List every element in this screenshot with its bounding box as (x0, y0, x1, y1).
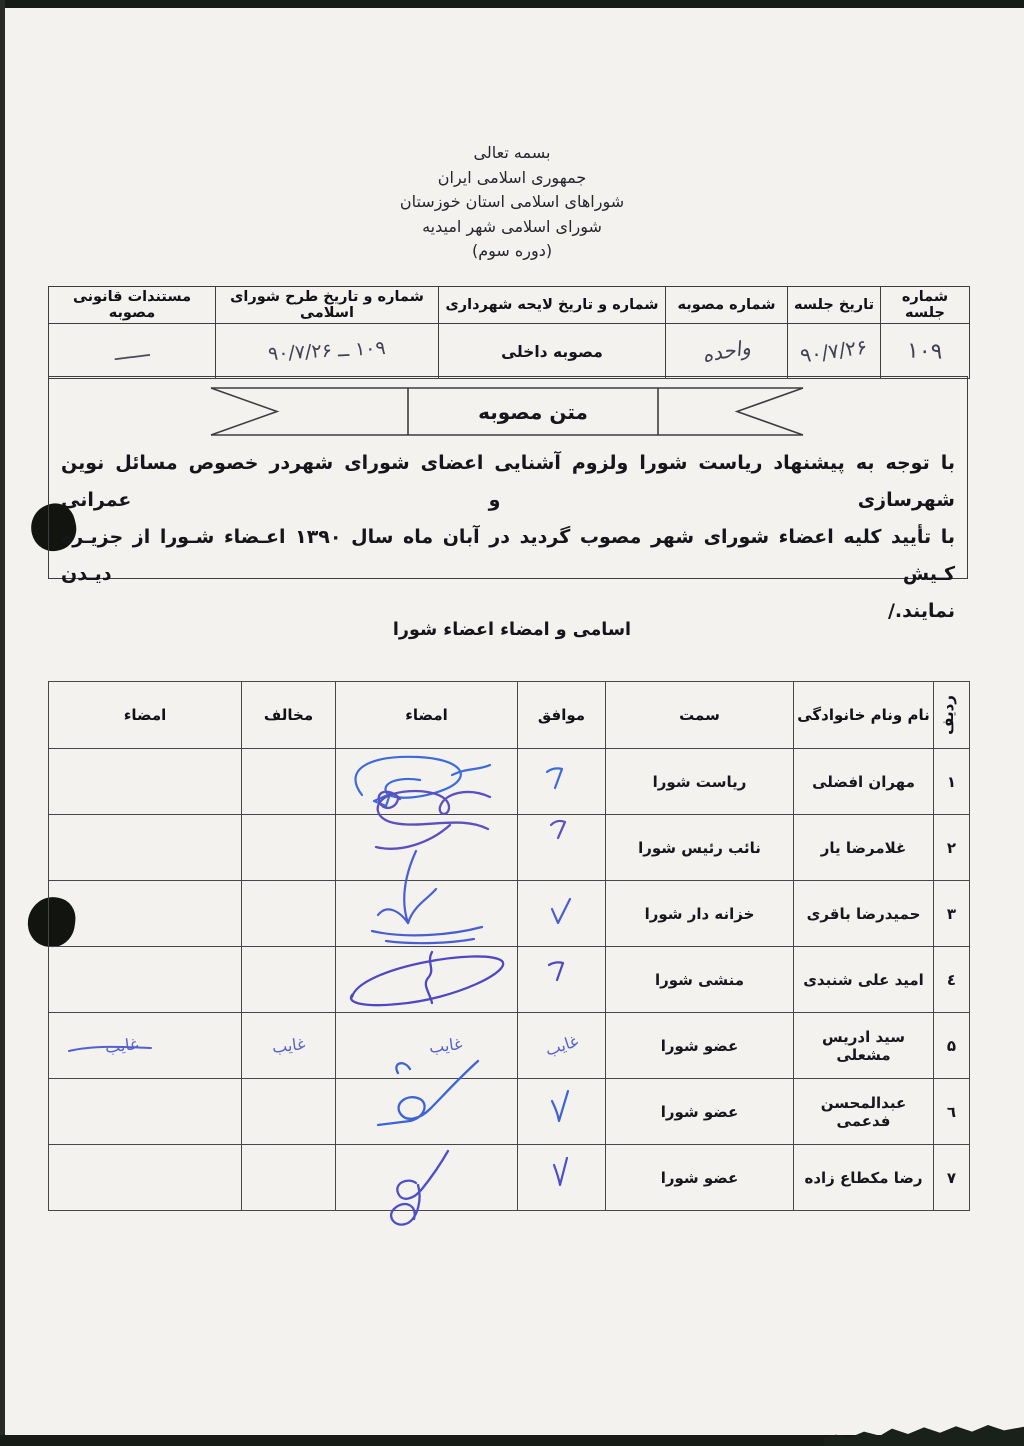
letterhead (0, 141, 1024, 264)
signature-cell (49, 749, 242, 815)
opposed-cell (242, 881, 336, 947)
table-row (49, 1079, 970, 1145)
member-name: رضا مکطاع زاده (794, 1145, 934, 1211)
meta-header-council-plan: شماره و تاریخ طرح شورای اسلامی (216, 287, 439, 324)
agree-cell (518, 1079, 606, 1145)
signature-cell (336, 1145, 518, 1211)
signature-cell (49, 1145, 242, 1211)
agree-cell (518, 1013, 606, 1079)
row-number: ٤ (934, 947, 970, 1013)
member-name: امید علی شنبدی (794, 947, 934, 1013)
meta-header-municipality-bill: شماره و تاریخ لایحه شهرداری (439, 287, 666, 324)
checkmark-icon (546, 959, 566, 983)
signatures-table (48, 681, 970, 1211)
table-row (49, 947, 970, 1013)
letterhead-line: شورای اسلامی شهر امیدیه (422, 216, 602, 236)
council-plan-value: ۱۰۹ ــ ۹۰/۷/۲۶ (267, 336, 387, 366)
letterhead-line: جمهوری اسلامی ایران (437, 167, 587, 187)
row-number: ٦ (934, 1079, 970, 1145)
signature-scribble-icon (362, 1147, 494, 1243)
meta-header-session-no: شماره جلسه (881, 287, 970, 324)
member-position: عضو شورا (606, 1013, 794, 1079)
header-agree: موافق (518, 682, 606, 749)
header-full-name: نام ونام خانوادگی (794, 682, 934, 749)
signature-cell (336, 947, 518, 1013)
signature-cell (49, 1079, 242, 1145)
member-name: غلامرضا یار (794, 815, 934, 881)
letterhead-line: بسمه تعالی (473, 143, 551, 162)
signature-cell (336, 815, 518, 881)
member-position: منشی شورا (606, 947, 794, 1013)
signature-cell (49, 1013, 242, 1079)
row-number: ۵ (934, 1013, 970, 1079)
opposed-cell (242, 1145, 336, 1211)
checkmark-icon (550, 1155, 570, 1189)
member-position: نائب رئیس شورا (606, 815, 794, 881)
row-number: ۲ (934, 815, 970, 881)
signature-cell (336, 881, 518, 947)
opposed-cell (242, 947, 336, 1013)
resolution-no-value: واحده (700, 334, 753, 368)
session-no-value: ۱۰۹ (906, 337, 944, 365)
meta-header-row (49, 287, 970, 324)
row-number: ۱ (934, 749, 970, 815)
resolution-banner (201, 384, 813, 439)
opposed-cell (242, 815, 336, 881)
opposed-cell (242, 1079, 336, 1145)
member-name: عبدالمحسن فدعمی (794, 1079, 934, 1145)
signature-cell (336, 749, 518, 815)
banner-title: متن مصوبه (478, 399, 588, 424)
signature-cell (49, 815, 242, 881)
signature-cell (336, 1013, 518, 1079)
absent-note: غایب (104, 1034, 140, 1057)
resolution-text (49, 445, 967, 630)
member-position: عضو شورا (606, 1079, 794, 1145)
header-position: سمت (606, 682, 794, 749)
agree-cell (518, 881, 606, 947)
agree-cell (518, 947, 606, 1013)
absent-note: غایب (542, 1031, 581, 1060)
scan-edge-top (0, 0, 1024, 8)
signatures-header-row (49, 682, 970, 749)
header-signature: امضاء (49, 682, 242, 749)
checkmark-icon (544, 765, 566, 791)
absent-note: غایب (427, 1034, 464, 1057)
letterhead-line: شوراهای اسلامی استان خوزستان (399, 192, 625, 211)
meta-header-session-date: تاریخ جلسه (788, 287, 881, 324)
opposed-cell (242, 1013, 336, 1079)
absent-note: غایب (270, 1034, 307, 1057)
table-row (49, 1145, 970, 1211)
signature-scribble-icon (334, 947, 520, 1011)
letterhead-line: (دوره سوم) (471, 241, 553, 260)
opposed-cell (242, 749, 336, 815)
meta-header-legal-docs: مستندات قانونی مصوبه (49, 287, 216, 324)
resolution-text-line: با تأیید کلیه اعضاء شورای شهر مصوب گردید در آبان ماه سال ۱۳۹۰ اعـضاء شـورا از جزیـره کـیش دیـدن (61, 526, 955, 585)
member-name: مهران افضلی (794, 749, 934, 815)
resolution-meta-table (48, 286, 970, 379)
signatures-section-title: اسامی و امضاء اعضاء شورا (392, 620, 632, 640)
signature-cell (336, 1079, 518, 1145)
agree-cell (518, 749, 606, 815)
agree-cell (518, 815, 606, 881)
checkmark-icon (548, 895, 574, 927)
meta-value-row (49, 324, 970, 379)
resolution-text-line: با توجه به پیشنهاد ریاست شورا ولزوم آشنایی اعضای شورای شهردر خصوص مسائل نوین شهرسازی و عمرانی (61, 452, 955, 511)
table-row (49, 1013, 970, 1079)
member-position: خزانه دار شورا (606, 881, 794, 947)
agree-cell (518, 1145, 606, 1211)
table-row (49, 881, 970, 947)
table-row (49, 749, 970, 815)
checkmark-icon (548, 817, 568, 841)
table-row (49, 815, 970, 881)
resolution-box (48, 376, 968, 622)
meta-header-resolution-no: شماره مصوبه (666, 287, 788, 324)
member-position: عضو شورا (606, 1145, 794, 1211)
municipality-bill-value: مصوبه داخلی (501, 342, 603, 361)
member-name: حمیدرضا باقری (794, 881, 934, 947)
member-position: ریاست شورا (606, 749, 794, 815)
signature-scribble-icon (340, 749, 510, 813)
signature-cell (49, 947, 242, 1013)
session-date-value: ۹۰/۷/۲۶ (799, 334, 869, 368)
checkmark-icon (548, 1087, 572, 1125)
row-number: ۳ (934, 881, 970, 947)
resolution-text-line: نمایند./ (887, 600, 955, 622)
header-opposed: مخالف (242, 682, 336, 749)
header-row-number: ردیف (934, 682, 970, 749)
scan-torn-corner (824, 1416, 1024, 1446)
header-signature: امضاء (336, 682, 518, 749)
row-number: ۷ (934, 1145, 970, 1211)
legal-docs-value: ــــــ (113, 336, 151, 366)
signature-cell (49, 881, 242, 947)
member-name: سید ادریس مشعلی (794, 1013, 934, 1079)
